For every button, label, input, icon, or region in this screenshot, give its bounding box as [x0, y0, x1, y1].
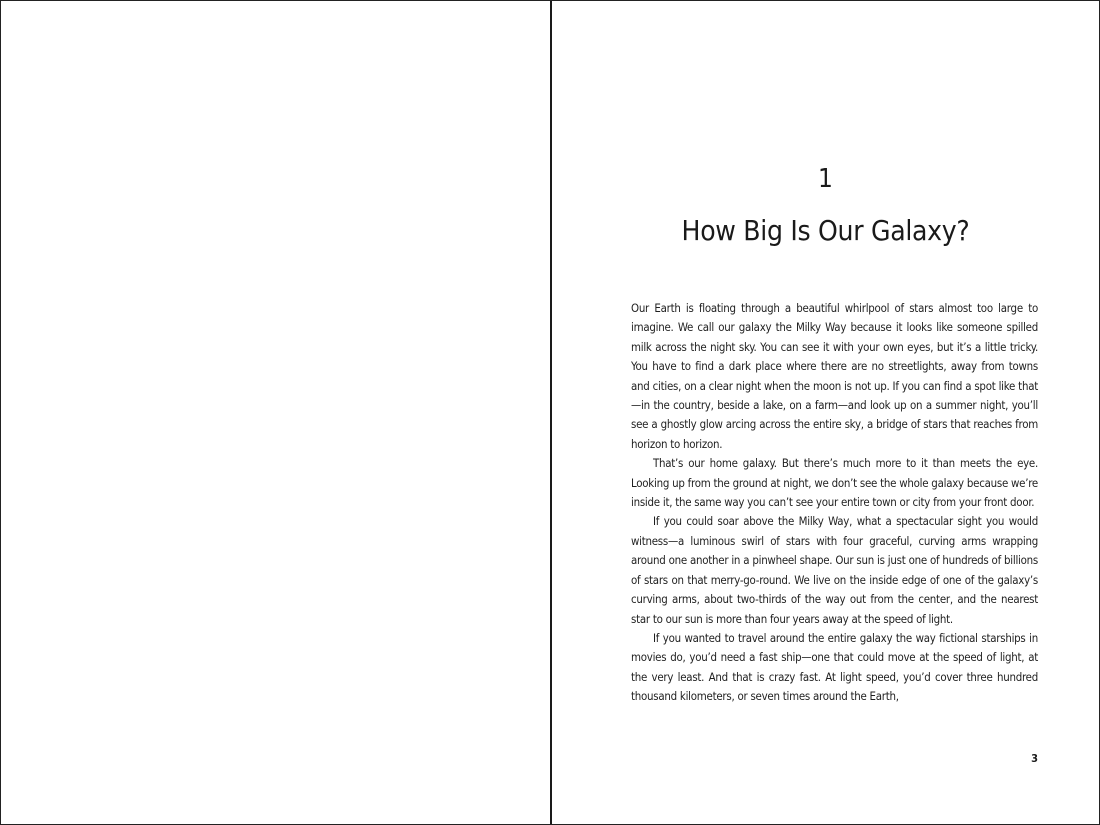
chapter-title: How Big Is Our Galaxy?	[681, 214, 970, 247]
chapter-number: 1	[818, 164, 833, 194]
page-number: 3	[1031, 752, 1038, 765]
paragraph: Our Earth is floating through a beautiful whirlpool of stars almost too large to imagine. We call our galaxy the Milky Way because it looks like someone spilled milk across the night sky. You can see it with your own eyes, but it’s a little tricky. You have to find a dark place where there are no streetlights, away from towns and cities, on a clear night when the moon is not up. If you can find a spot like that—in the country, beside a lake, on a farm—and look up on a summer night, you’ll see a ghostly glow arcing across the entire sky, a bridge of stars that reaches from horizon to horizon.	[631, 301, 1038, 451]
paragraph: If you could soar above the Milky Way, what a spectacular sight you would witness—a luminous swirl of stars with four graceful, curving arms wrapping around one another in a pinwheel shape. Our sun is just one of hundreds of billions of stars on that merry-go-round. We live on the inside edge of one of the galaxy’s curving arms, about two-thirds of the way out from the center, and the nearest star to our sun is more than four years away at the speed of light.	[631, 514, 1038, 626]
paragraph: If you wanted to travel around the entire galaxy the way fictional starships in movies do, you’d need a fast ship—one that could move at the speed of light, at the very least. And that is crazy fast. At light speed, you’d cover three hundred thousand kilometers, or seven times around the Earth,	[631, 630, 1038, 704]
paragraph: That’s our home galaxy. But there’s much more to it than meets the eye. Looking up from the ground at night, we don’t see the whole galaxy because we’re inside it, the same way you can’t see your entire town or city from your front door.	[631, 456, 1038, 510]
left-page-blank	[1, 1, 550, 824]
chapter-body-text	[631, 299, 1038, 707]
right-page	[552, 1, 1099, 824]
